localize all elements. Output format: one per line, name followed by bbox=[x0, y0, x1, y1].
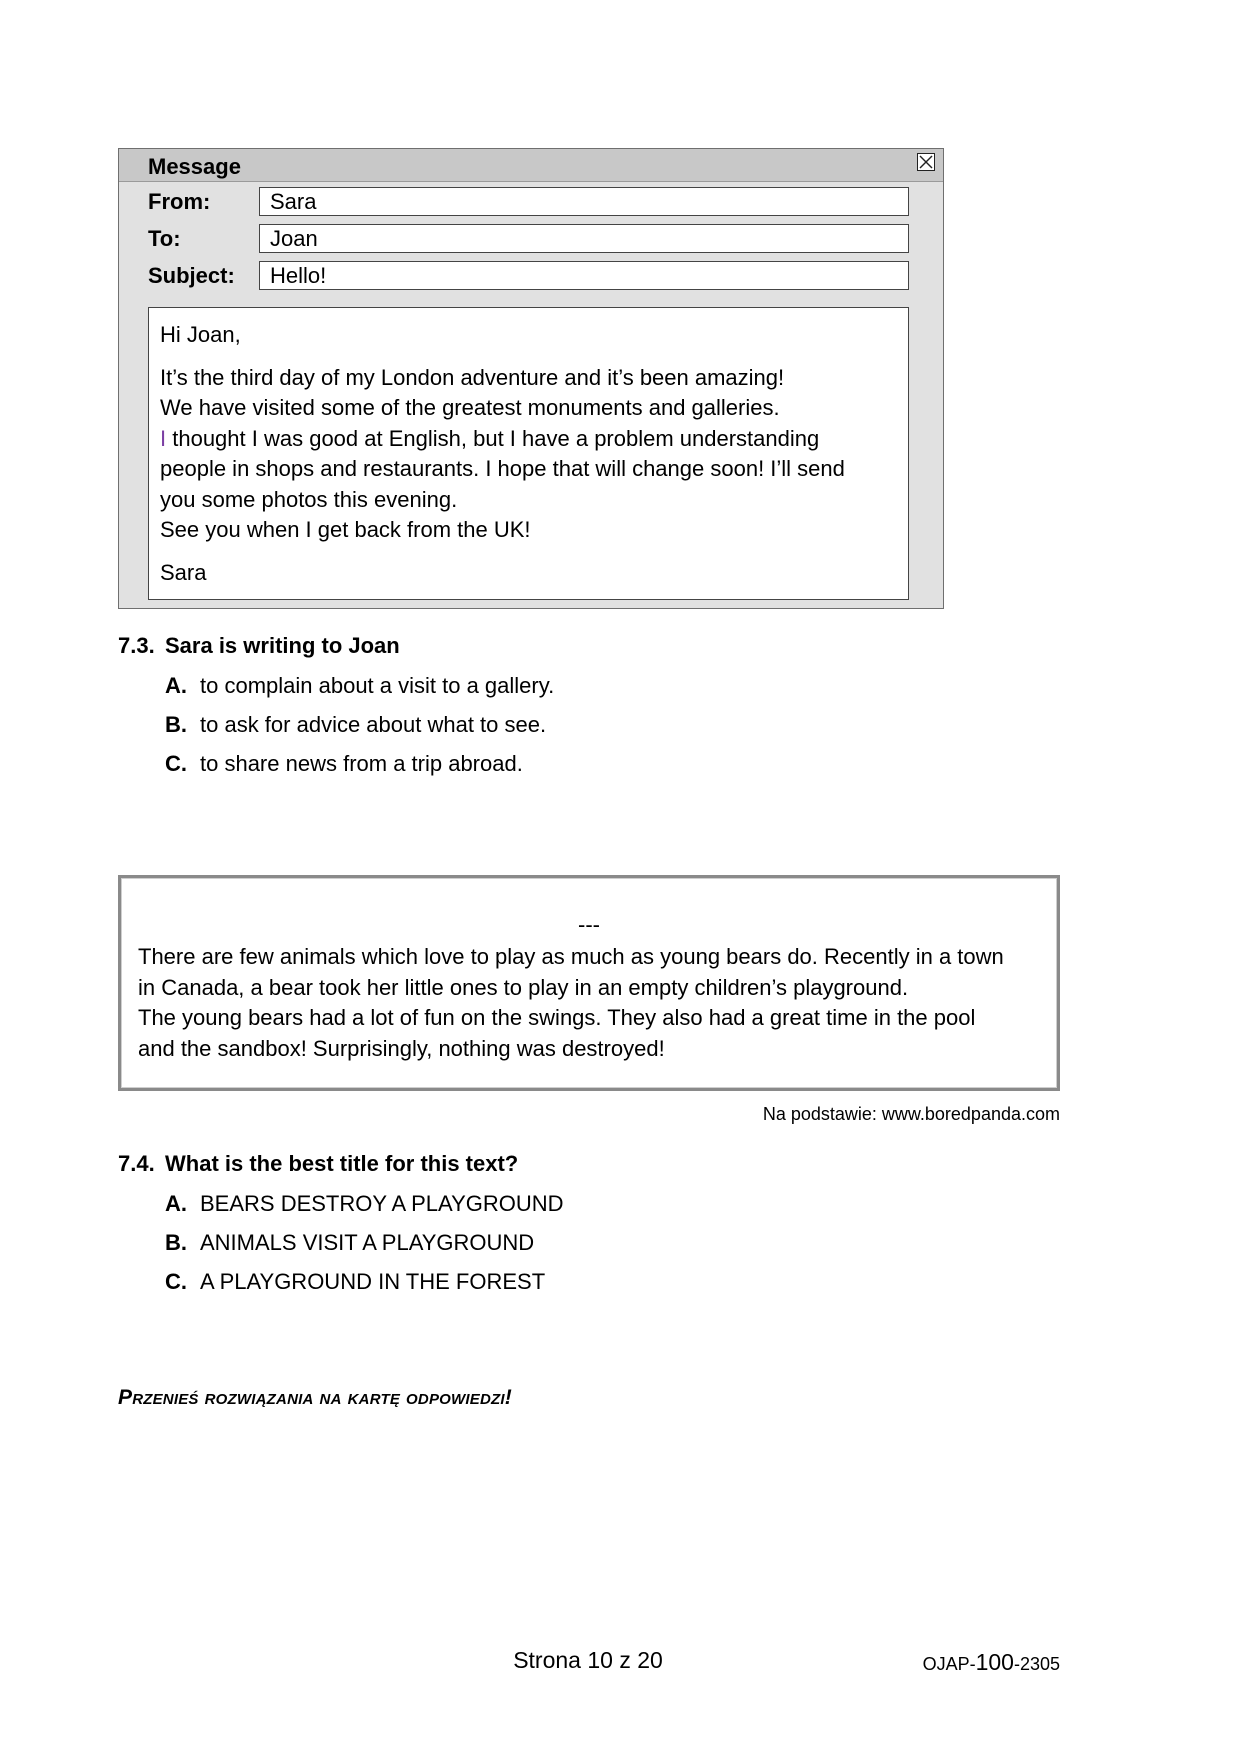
option-c[interactable]: C. to share news from a trip abroad. bbox=[165, 751, 523, 776]
article-text bbox=[138, 942, 1053, 1064]
option-b[interactable]: B. ANIMALS VISIT A PLAYGROUND bbox=[165, 1230, 535, 1255]
article-line: There are few animals which love to play as much as young bears do. Recently in a town bbox=[138, 944, 1004, 969]
message-titlebar bbox=[119, 149, 943, 182]
question-number: 7.3. bbox=[118, 633, 155, 658]
article-box bbox=[118, 875, 1060, 1091]
to-label: To: bbox=[148, 226, 181, 251]
option-a[interactable]: A. BEARS DESTROY A PLAYGROUND bbox=[165, 1191, 564, 1216]
question-7-3 bbox=[118, 633, 400, 659]
text-cursor-char: I bbox=[160, 425, 167, 451]
exam-code: OJAP-100-2305 bbox=[922, 1649, 1060, 1675]
article-line: The young bears had a lot of fun on the swings. They also had a great time in the pool bbox=[138, 1005, 976, 1030]
message-window bbox=[118, 148, 944, 609]
article-title: --- bbox=[578, 912, 600, 937]
subject-label: Subject: bbox=[148, 263, 235, 288]
to-field[interactable]: Joan bbox=[259, 224, 909, 253]
subject-field[interactable]: Hello! bbox=[259, 261, 909, 290]
question-7-4 bbox=[118, 1151, 518, 1177]
body-line: See you when I get back from the UK! bbox=[160, 517, 531, 542]
source-note: Na podstawie: www.boredpanda.com bbox=[762, 1104, 1060, 1124]
body-line: We have visited some of the greatest monuments and galleries. bbox=[160, 395, 780, 420]
option-b[interactable]: B. to ask for advice about what to see. bbox=[165, 712, 547, 737]
option-a[interactable]: A. to complain about a visit to a gallery. bbox=[165, 673, 555, 698]
body-line: people in shops and restaurants. I hope that will change soon! I’ll send bbox=[160, 456, 845, 481]
article-line: and the sandbox! Surprisingly, nothing was destroyed! bbox=[138, 1035, 665, 1061]
message-body[interactable] bbox=[148, 307, 909, 600]
body-line: It’s the third day of my London adventure and it’s been amazing! bbox=[160, 364, 785, 390]
signature: Sara bbox=[160, 559, 207, 585]
transfer-instruction: Przenieś rozwiązania na kartę odpowiedzi! bbox=[118, 1386, 512, 1409]
body-line: I thought I was good at English, but I have a problem understanding bbox=[160, 425, 820, 451]
from-label: From: bbox=[148, 189, 211, 214]
question-text: What is the best title for this text? bbox=[165, 1151, 519, 1176]
close-icon[interactable] bbox=[917, 153, 935, 171]
message-title: Message bbox=[148, 154, 241, 179]
option-c[interactable]: C. A PLAYGROUND IN THE FOREST bbox=[165, 1269, 546, 1294]
body-line: you some photos this evening. bbox=[160, 486, 458, 512]
page-number: Strona 10 z 20 bbox=[513, 1647, 663, 1673]
greeting: Hi Joan, bbox=[160, 322, 241, 347]
from-field[interactable]: Sara bbox=[259, 187, 909, 216]
question-text: Sara is writing to Joan bbox=[165, 633, 400, 658]
question-number: 7.4. bbox=[118, 1151, 155, 1176]
article-line: in Canada, a bear took her little ones to play in an empty children’s playground. bbox=[138, 974, 909, 1000]
